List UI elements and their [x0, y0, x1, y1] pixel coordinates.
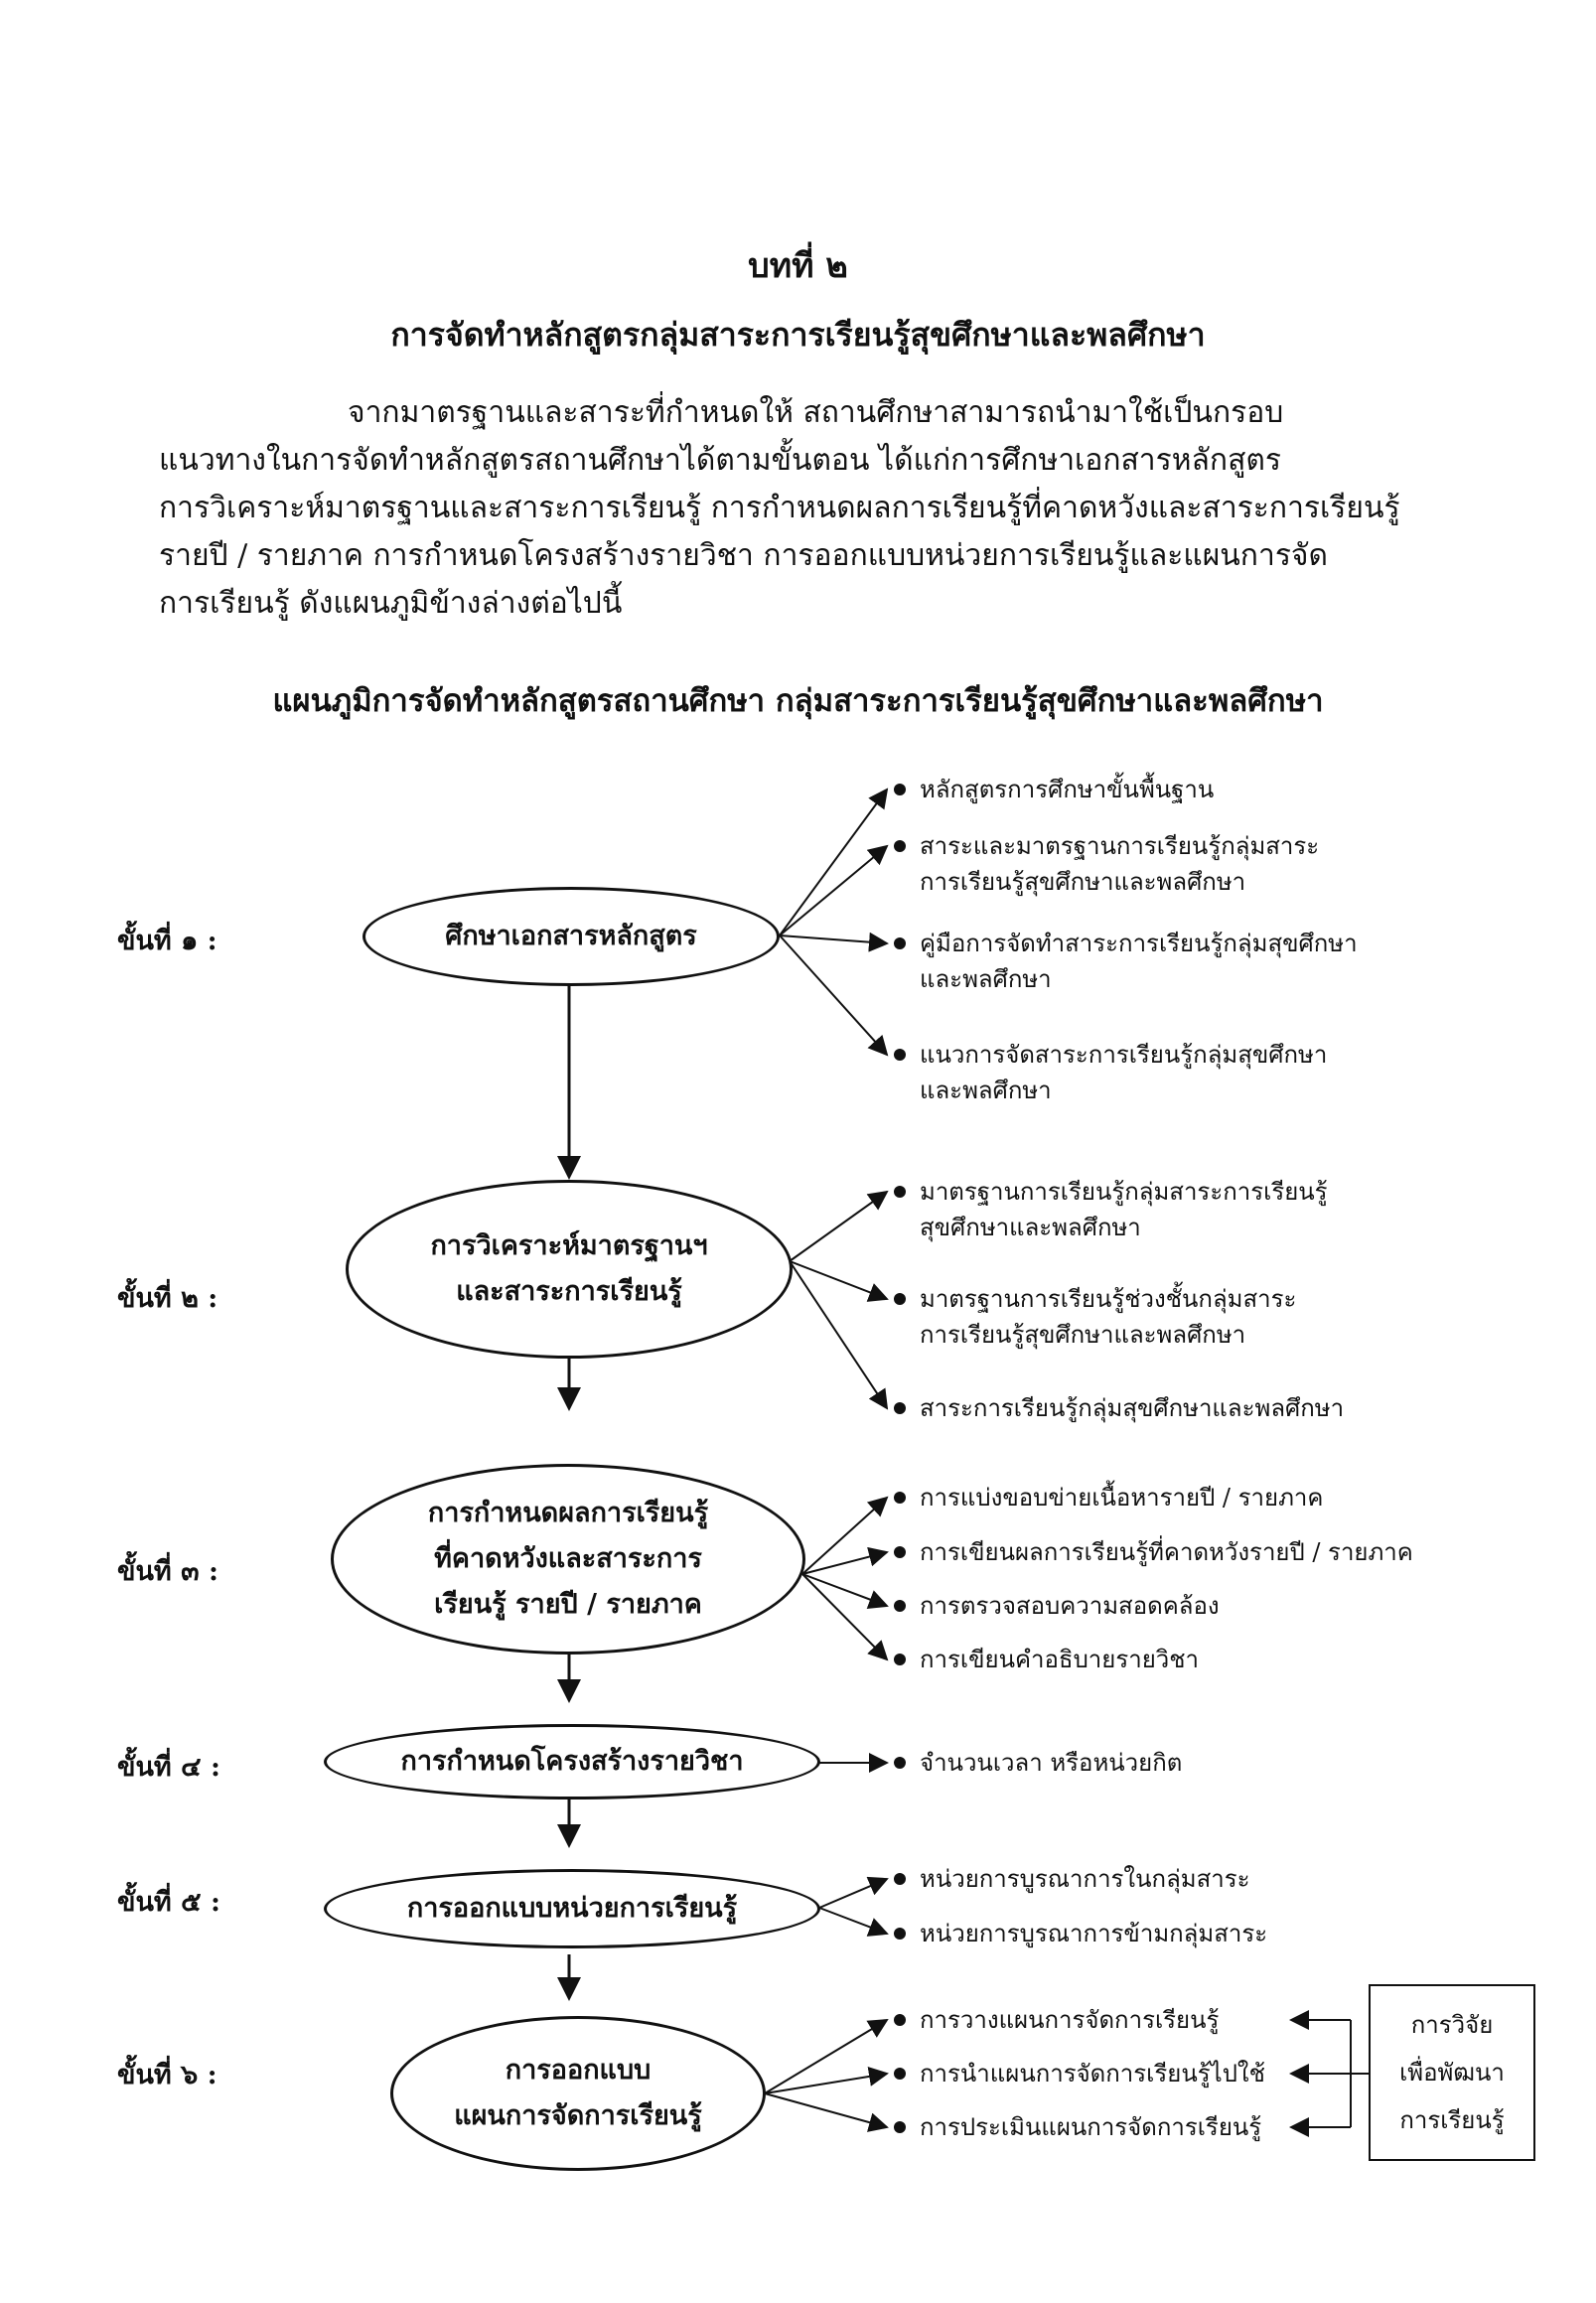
item-text: การเขียนคำอธิบายรายวิชา	[920, 1646, 1200, 1673]
step-2-box-line: การวิเคราะห์มาตรฐานฯ	[430, 1230, 708, 1261]
step-label-4: ขั้นที่ ๔ :	[117, 1752, 220, 1783]
step-1-item	[894, 772, 1214, 807]
step-5-item	[894, 1916, 1267, 1951]
research-box	[1369, 1984, 1535, 2161]
bullet-icon	[894, 2121, 906, 2133]
step-3-box-line: เรียนรู้ รายปี / รายภาค	[434, 1589, 702, 1620]
item-text: การแบ่งขอบข่ายเนื้อหารายปี / รายภาค	[920, 1484, 1324, 1511]
step-5-box-text: การออกแบบหน่วยการเรียนรู้	[406, 1893, 738, 1924]
step-3-item	[894, 1642, 1199, 1677]
item-text: มาตรฐานการเรียนรู้ช่วงชั้นกลุ่มสาระ	[920, 1285, 1297, 1313]
step-6-box-line: แผนการจัดการเรียนรู้	[454, 2100, 702, 2131]
bullet-icon	[894, 1873, 906, 1885]
paragraph-line: แนวทางในการจัดทำหลักสูตรสถานศึกษาได้ตามขั้นตอน ได้แก่การศึกษาเอกสารหลักสูตร	[159, 443, 1281, 478]
bullet-icon	[894, 784, 906, 795]
step-4-box-text: การกำหนดโครงสร้างรายวิชา	[400, 1746, 744, 1777]
item-text: การวางแผนการจัดการเรียนรู้	[920, 2006, 1220, 2034]
step-2-box-line: และสาระการเรียนรู้	[456, 1276, 682, 1307]
research-box-line: การเรียนรู้	[1399, 2106, 1505, 2134]
step-5-item	[894, 1861, 1250, 1897]
bullet-icon	[894, 1928, 906, 1940]
item-text-continued: และพลศึกษา	[920, 965, 1052, 993]
item-text: หน่วยการบูรณาการในกลุ่มสาระ	[920, 1865, 1250, 1893]
research-box-line: เพื่อพัฒนา	[1399, 2059, 1505, 2087]
item-text: การนำแผนการจัดการเรียนรู้ไปใช้	[920, 2060, 1265, 2087]
bullet-icon	[894, 1654, 906, 1665]
step-6-box-line: การออกแบบ	[505, 2055, 652, 2086]
step-3-item	[894, 1534, 1413, 1570]
diagram-title: แผนภูมิการจัดทำหลักสูตรสถานศึกษา กลุ่มสาระการเรียนรู้สุขศึกษาและพลศึกษา	[272, 683, 1324, 719]
bullet-icon	[894, 1186, 906, 1198]
step-label-5: ขั้นที่ ๕ :	[117, 1887, 220, 1918]
item-text: สาระและมาตรฐานการเรียนรู้กลุ่มสาระ	[920, 832, 1320, 860]
chapter-subtitle: การจัดทำหลักสูตรกลุ่มสาระการเรียนรู้สุขศึกษาและพลศึกษา	[390, 316, 1206, 354]
chapter-heading: บทที่ ๒	[748, 246, 848, 286]
bullet-icon	[894, 1546, 906, 1558]
item-text-continued: สุขศึกษาและพลศึกษา	[920, 1214, 1141, 1241]
bullet-icon	[894, 1600, 906, 1612]
item-text: หน่วยการบูรณาการข้ามกลุ่มสาระ	[920, 1920, 1268, 1947]
step-1-item	[894, 926, 1358, 997]
bullet-icon	[894, 937, 906, 949]
step-4-box	[324, 1724, 820, 1799]
step-2-item	[894, 1390, 1344, 1426]
step-3-box-line: การกำหนดผลการเรียนรู้	[427, 1498, 709, 1528]
step-3-item	[894, 1588, 1220, 1624]
step-5-box	[324, 1869, 820, 1948]
step-label-6: ขั้นที่ ๖ :	[117, 2060, 218, 2090]
step-label-2: ขั้นที่ ๒ :	[117, 1283, 218, 1314]
paragraph-line: จากมาตรฐานและสาระที่กำหนดให้ สถานศึกษาสามารถนำมาใช้เป็นกรอบ	[348, 395, 1284, 430]
item-text: มาตรฐานการเรียนรู้กลุ่มสาระการเรียนรู้	[920, 1178, 1328, 1206]
step-label-1: ขั้นที่ ๑ :	[117, 926, 218, 956]
step-2-item	[894, 1174, 1328, 1245]
item-text: แนวการจัดสาระการเรียนรู้กลุ่มสุขศึกษา	[920, 1041, 1328, 1069]
bullet-icon	[894, 2068, 906, 2080]
item-text-continued: การเรียนรู้สุขศึกษาและพลศึกษา	[920, 1321, 1246, 1349]
bullet-icon	[894, 2014, 906, 2026]
step-3-box-line: ที่คาดหวังและสาระการ	[434, 1543, 702, 1574]
step-6-item	[894, 2056, 1265, 2091]
item-text: การเขียนผลการเรียนรู้ที่คาดหวังรายปี / รายภาค	[920, 1538, 1413, 1566]
item-text: การประเมินแผนการจัดการเรียนรู้	[920, 2113, 1262, 2141]
step-1-item	[894, 1037, 1327, 1108]
step-2-box	[346, 1180, 793, 1359]
bullet-icon	[894, 1492, 906, 1504]
step-label-3: ขั้นที่ ๓ :	[117, 1556, 218, 1587]
step-1-item	[894, 828, 1319, 900]
step-6-item	[894, 2109, 1261, 2145]
step-6-box	[390, 2016, 766, 2171]
step-2-item	[894, 1281, 1296, 1353]
item-text-continued: การเรียนรู้สุขศึกษาและพลศึกษา	[920, 868, 1246, 896]
paragraph-line: การเรียนรู้ ดังแผนภูมิข้างล่างต่อไปนี้	[159, 586, 623, 621]
item-text-continued: และพลศึกษา	[920, 1077, 1052, 1104]
step-3-box	[331, 1464, 805, 1655]
research-box-line: การวิจัย	[1410, 2011, 1494, 2039]
bullet-icon	[894, 1293, 906, 1305]
item-text: หลักสูตรการศึกษาขั้นพื้นฐาน	[920, 776, 1215, 803]
step-4-item	[894, 1745, 1182, 1781]
step-6-item	[894, 2002, 1219, 2038]
bullet-icon	[894, 840, 906, 852]
item-text: คู่มือการจัดทำสาระการเรียนรู้กลุ่มสุขศึกษา	[920, 930, 1358, 957]
bullet-icon	[894, 1402, 906, 1414]
item-text: สาระการเรียนรู้กลุ่มสุขศึกษาและพลศึกษา	[920, 1394, 1345, 1422]
step-3-item	[894, 1480, 1323, 1515]
step-1-box-text: ศึกษาเอกสารหลักสูตร	[445, 921, 697, 951]
step-1-box	[363, 887, 780, 986]
item-text: การตรวจสอบความสอดคล้อง	[920, 1592, 1220, 1620]
bullet-icon	[894, 1757, 906, 1769]
item-text: จำนวนเวลา หรือหน่วยกิต	[920, 1749, 1183, 1777]
paragraph-line: การวิเคราะห์มาตรฐานและสาระการเรียนรู้ การกำหนดผลการเรียนรู้ที่คาดหวังและสาระการเรียนรู้	[159, 491, 1400, 525]
paragraph-line: รายปี / รายภาค การกำหนดโครงสร้างรายวิชา การออกแบบหน่วยการเรียนรู้และแผนการจัด	[159, 538, 1328, 573]
bullet-icon	[894, 1049, 906, 1061]
